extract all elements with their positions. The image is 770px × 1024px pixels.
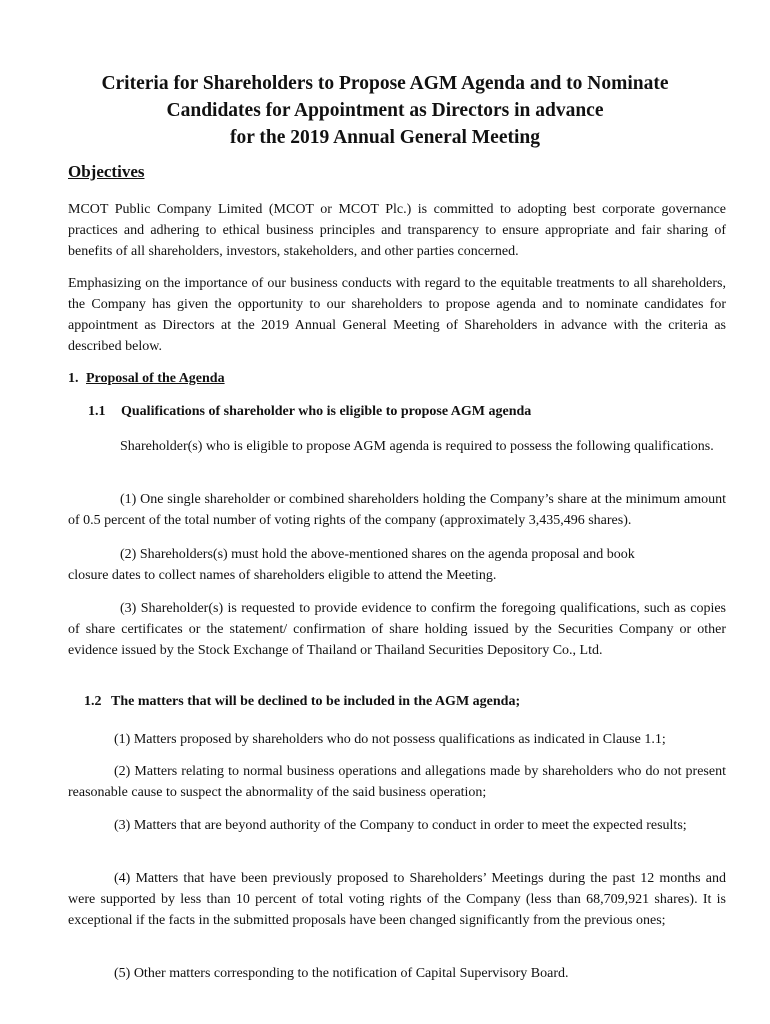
section-1-1-title: Qualifications of shareholder who is eligible to propose AGM agenda <box>121 404 532 419</box>
title-line-3: for the 2019 Annual General Meeting <box>230 127 540 148</box>
section-1-2-item-4: (4) Matters that have been previously proposed to Shareholders’ Meetings during the past 12 months and were supported by less than 10 percent of total voting rights of the Company (less than 68,709,921 shares). It is exceptional if the facts in the submitted proposals have been changed significantly from the previous ones; <box>68 871 726 928</box>
objectives-heading: Objectives <box>68 162 145 181</box>
section-1-1-item-1: (1) One single shareholder or combined shareholders holding the Company’s share at the minimum amount of 0.5 percent of the total number of voting rights of the company (approximately 3,435,496 shares). <box>68 492 726 528</box>
section-1-1-item-2-line-2: closure dates to collect names of shareholders eligible to attend the Meeting. <box>68 568 497 583</box>
section-1-2-number: 1.2 <box>84 694 102 709</box>
title-line-1: Criteria for Shareholders to Propose AGM Agenda and to Nominate <box>101 73 669 94</box>
document-title <box>60 70 710 151</box>
objectives-paragraph-2: Emphasizing on the importance of our business conducts with regard to the equitable treatments to all shareholders, the Company has given the opportunity to our shareholders to propose agenda and to nominate candidates for appointment as Directors at the 2019 Annual General Meeting of Shareholders in advance with the criteria as described below. <box>68 276 726 354</box>
section-1-2-item-2: (2) Matters relating to normal business operations and allegations made by shareholders who do not present reasonable cause to suspect the abnormality of the said business operation; <box>68 764 726 800</box>
section-1-1-number: 1.1 <box>88 404 106 419</box>
section-1-2-item-5: (5) Other matters corresponding to the notification of Capital Supervisory Board. <box>114 966 569 981</box>
section-1-number: 1. <box>68 371 79 386</box>
section-1-2-item-3: (3) Matters that are beyond authority of the Company to conduct in order to meet the expected results; <box>114 818 687 833</box>
section-1-2-heading <box>84 694 520 710</box>
objectives-paragraph-1: MCOT Public Company Limited (MCOT or MCOT Plc.) is committed to adopting best corporate governance practices and adhering to ethical business principles and transparency to ensure appropriate and fair sharing of benefits of all shareholders, investors, stakeholders, and other parties concerned. <box>68 202 726 259</box>
section-1-1-intro: Shareholder(s) who is eligible to propose AGM agenda is required to possess the following qualifications. <box>120 439 714 454</box>
section-1-heading <box>68 371 225 387</box>
section-1-1-heading <box>88 404 531 420</box>
section-1-2-title: The matters that will be declined to be included in the AGM agenda; <box>111 694 521 709</box>
section-1-1-item-2-line-1: (2) Shareholders(s) must hold the above-mentioned shares on the agenda proposal and book <box>120 547 635 562</box>
title-line-2: Candidates for Appointment as Directors in advance <box>166 100 604 121</box>
section-1-1-item-3: (3) Shareholder(s) is requested to provide evidence to confirm the foregoing qualifications, such as copies of share certificates or the statement/ confirmation of share holding issued by the Securities Company or other evidence issued by the Stock Exchange of Thailand or Thailand Securities Depository Co., Ltd. <box>68 601 726 658</box>
section-1-2-item-1: (1) Matters proposed by shareholders who do not possess qualifications as indicated in Clause 1.1; <box>114 732 666 747</box>
section-1-title: Proposal of the Agenda <box>86 371 225 386</box>
